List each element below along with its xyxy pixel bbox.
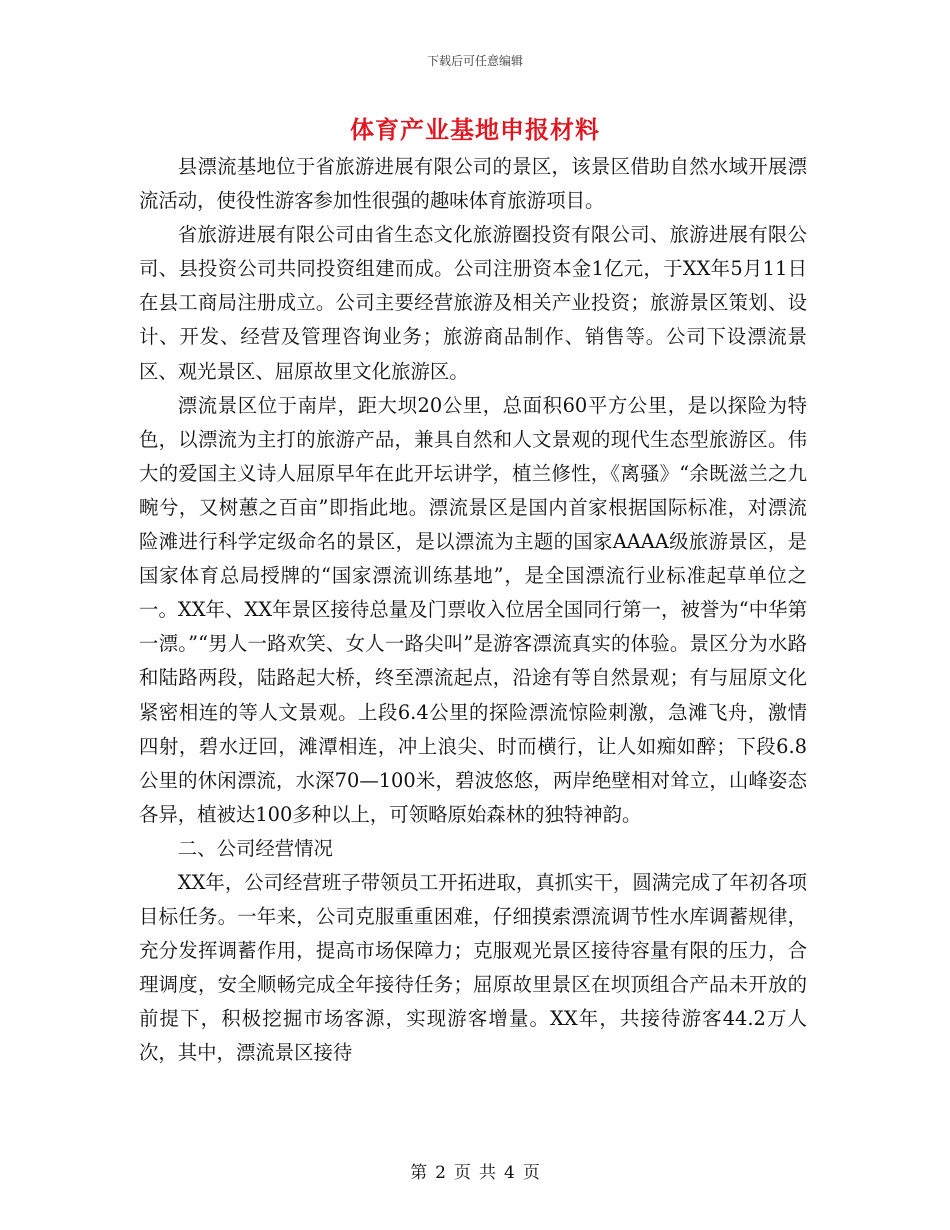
footer-ye2: 页 (522, 1163, 540, 1183)
footer-gong: 共 (479, 1163, 496, 1183)
page-footer (0, 1158, 950, 1183)
footer-ye: 页 (454, 1163, 471, 1183)
paragraph-operations: XX年，公司经营班子带领员工开拓进取，真抓实干，圆满完成了年初各项目标任务。一年来，公司克服重重困难，仔细摸索漂流调节性水库调蓄规律，充分发挥调蓄作用，提高市场保障力；克服观光景区接待容量有限的压力，合理调度，安全顺畅完成全年接待任务；屈原故里景区在坝顶组合产品未开放的前提下，积极挖掘市场客源，实现游客增量。XX年，共接待游客44.2万人次，其中，漂流景区接待 (139, 870, 807, 1065)
paragraph-scenic-area: 漂流景区位于南岸，距大坝20公里，总面积60平方公里，是以探险为特色，以漂流为主打的旅游产品，兼具自然和人文景观的现代生态型旅游区。伟大的爱国主义诗人屈原早年在此开坛讲学，植兰修性，《离骚》“余既滋兰之九畹兮，又树蕙之百亩”即指此地。漂流景区是国内首家根据国际标准，对漂流险滩进行科学定级命名的景区，是以漂流为主题的国家AAAA级旅游景区，是国家体育总局授牌的“国家漂流训练基地”，是全国漂流行业标准起草单位之一。XX年、XX年景区接待总量及门票收入位居全国同行第一，被誉为“中华第一漂。”“男人一路欢笑、女人一路尖叫”是游客漂流真实的体验。景区分为水路和陆路两段，陆路起大桥，终至漂流起点，沿途有等自然景观；有与屈原文化紧密相连的等人文景观。上段6.4公里的探险漂流惊险刺激，急滩飞舟，激情四射，碧水迂回，滩潭相连，冲上浪尖、时而横行，让人如痴如醉；下段6.8公里的休闲漂流，水深70—100米，碧波悠悠，两岸绝壁相对耸立，山峰姿态各异，植被达100多种以上，可领略原始森林的独特神韵。 (139, 393, 807, 826)
footer-page-number: 2 (435, 1163, 446, 1183)
footer-total-pages: 4 (504, 1163, 515, 1183)
page-header-note: 下载后可任意编辑 (426, 54, 523, 68)
paragraph-company: 省旅游进展有限公司由省生态文化旅游圈投资有限公司、旅游进展有限公司、县投资公司共同投资组建而成。公司注册资本金1亿元，于XX年5月11日在县工商局注册成立。公司主要经营旅游及相关产业投资；旅游景区策划、设计、开发、经营及管理咨询业务；旅游商品制作、销售等。公司下设漂流景区、观光景区、屈原故里文化旅游区。 (139, 223, 807, 383)
section-heading-operations: 二、公司经营情况 (177, 836, 333, 860)
footer-di: 第 (410, 1163, 428, 1183)
document-title: 体育产业基地申报材料 (350, 115, 600, 144)
paragraph-intro: 县漂流基地位于省旅游进展有限公司的景区，该景区借助自然水域开展漂流活动，使役性游客参加性很强的趣味体育旅游项目。 (139, 155, 807, 213)
document-body (139, 150, 807, 1071)
